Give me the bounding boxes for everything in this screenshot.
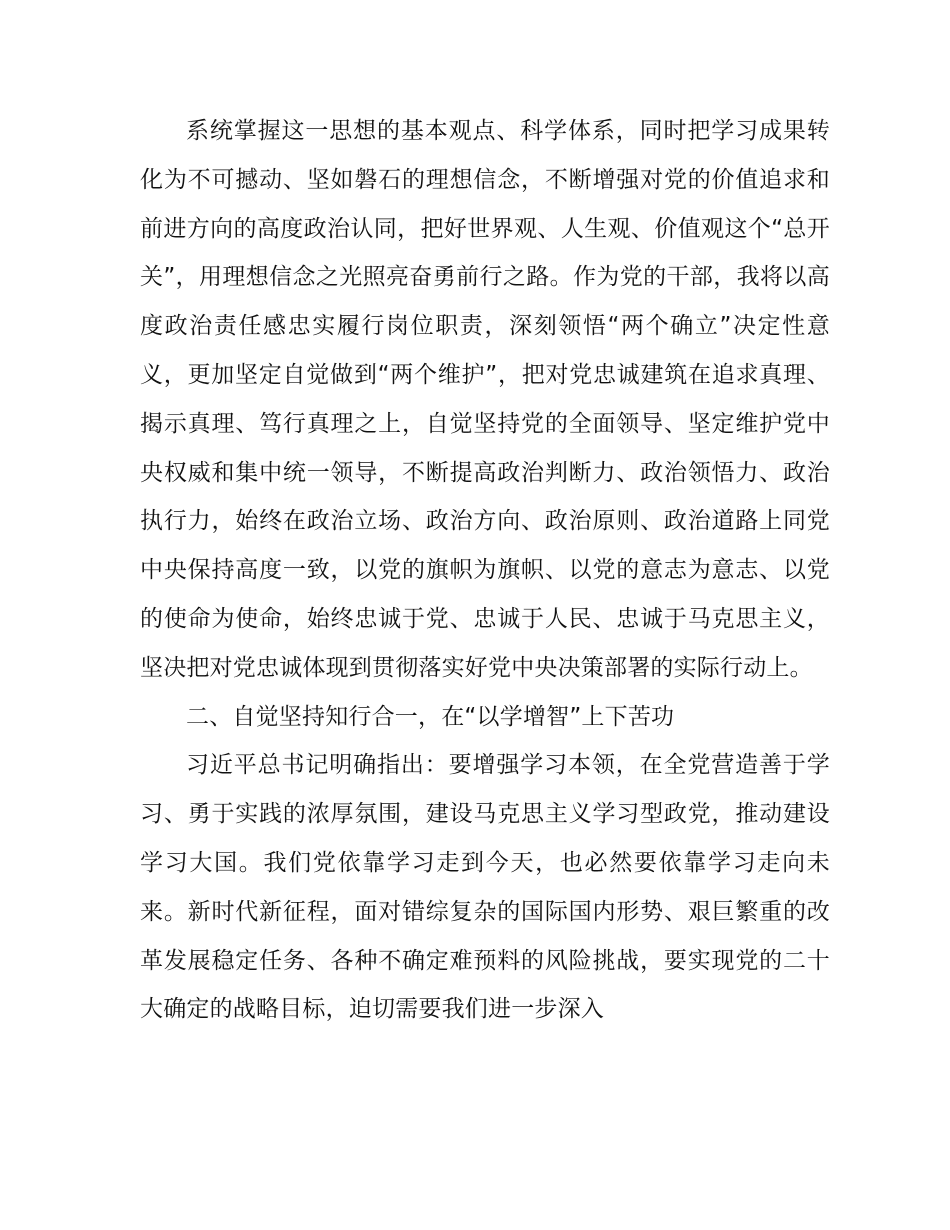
body-paragraph: 习近平总书记明确指出：要增强学习本领，在全党营造善于学习、勇于实践的浓厚氛围，建设马克思主义学习型政党，推动建设学习大国。我们党依靠学习走到今天，也必然要依靠学习走向未来。新时代新征程，面对错综复杂的国际国内形势、艰巨繁重的改革发展稳定任务、各种不确定难预料的风险挑战，要实现党的二十大确定的战略目标，迫切需要我们进一步深入 (140, 752, 830, 1023)
body-paragraph: 系统掌握这一思想的基本观点、科学体系，同时把学习成果转化为不可撼动、坚如磐石的理想信念，不断增强对党的价值追求和前进方向的高度政治认同，把好世界观、人生观、价值观这个“总开关”，用理想信念之光照亮奋勇前行之路。作为党的干部，我将以高度政治责任感忠实履行岗位职责，深刻领悟“两个确立”决定性意义，更加坚定自觉做到“两个维护”，把对党忠诚建筑在追求真理、揭示真理、笃行真理之上，自觉坚持党的全面领导、坚定维护党中央权威和集中统一领导，不断提高政治判断力、政治领悟力、政治执行力，始终在政治立场、政治方向、政治原则、政治道路上同党中央保持高度一致，以党的旗帜为旗帜、以党的意志为意志、以党的使命为使命，始终忠诚于党、忠诚于人民、忠诚于马克思主义，坚决把对党忠诚体现到贯彻落实好党中央决策部署的实际行动上。 (140, 118, 830, 681)
section-heading: 二、自觉坚持知行合一，在“以学增智”上下苦功 (186, 703, 675, 730)
document-body (140, 107, 830, 1034)
